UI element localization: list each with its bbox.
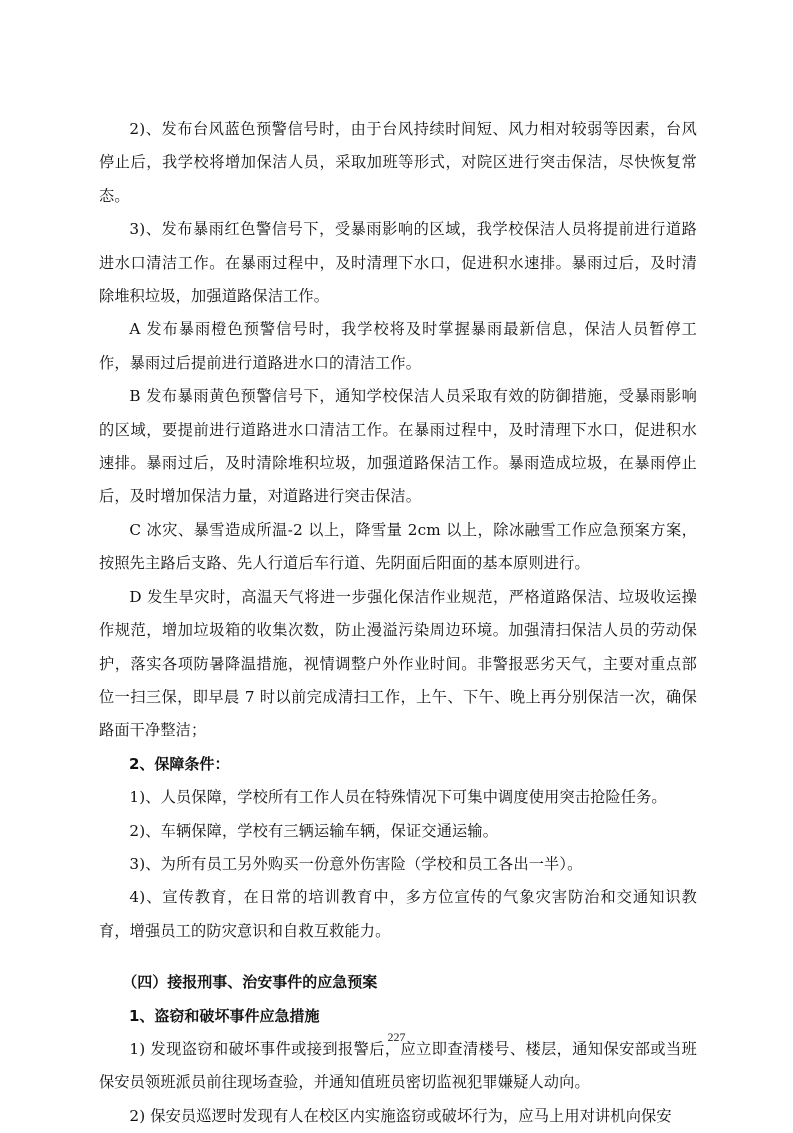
paragraph-personnel-support: 1)、人员保障，学校所有工作人员在特殊情况下可集中调度使用突击抢险任务。 xyxy=(129,788,667,807)
paragraph-drought: D 发生旱灾时，高温天气将进一步强化保洁作业规范，严格道路保洁、垃圾收运操作规范，增加垃圾箱的收集次数，防止漫溢污染周边环境。加强清扫保洁人员的劳动保护，落实各项防暑降温措施，视情调整户外作业时间。非警报恶劣天气，主要对重点部位一扫三保，即早晨 7 时以前完成清扫工作，上午、下午、晚上再分别保洁一次，确保路面干净整洁； xyxy=(99,587,697,740)
paragraph-ice-snow: C 冰灾、暴雪造成所温-2 以上，降雪量 2cm 以上，除冰融雪工作应急预案方案，按照先主路后支路、先人行道后车行道、先阴面后阳面的基本原则进行。 xyxy=(99,520,697,573)
page-content xyxy=(99,113,697,1133)
paragraph-rainstorm-orange: A 发布暴雨橙色预警信号时，我学校将及时掌握暴雨最新信息，保洁人员暂停工作，暴雨过后提前进行道路进水口的清洁工作。 xyxy=(99,320,697,372)
section-heading-criminal-events: （四）接报刑事、治安事件的应急预案 xyxy=(122,973,378,992)
heading-support-conditions: 2、保障条件： xyxy=(129,754,230,773)
paragraph-publicity-education: 4)、宣传教育，在日常的培训教育中，多方位宣传的气象灾害防治和交通知识教育，增强员工的防灾意识和自救互救能力。 xyxy=(99,888,697,940)
paragraph-theft-report: 1) 发现盗窃和破坏事件或接到报警后，应立即查清楼号、楼层，通知保安部或当班保安员领班派员前往现场查验，并通知值班员密切监视犯罪嫌疑人动向。 xyxy=(99,1039,697,1092)
paragraph-patrol-discovery: 2) 保安员巡逻时发现有人在校区内实施盗窃或破坏行为，应马上用对讲机向保安 xyxy=(129,1106,672,1125)
paragraph-typhoon-blue: 2)、发布台风蓝色预警信号时，由于台风持续时间短、风力相对较弱等因素，台风停止后，我学校将增加保洁人员，采取加班等形式，对院区进行突击保洁，尽快恢复常态。 xyxy=(99,120,697,205)
paragraph-rainstorm-red: 3)、发布暴雨红色警信号下，受暴雨影响的区域，我学校保洁人员将提前进行道路进水口清洁工作。在暴雨过程中，及时清理下水口，促进积水速排。暴雨过后，及时清除堆积垃圾，加强道路保洁工作。 xyxy=(99,220,697,306)
paragraph-insurance: 3)、为所有员工另外购买一份意外伤害险（学校和员工各出一半）。 xyxy=(129,854,583,873)
paragraph-rainstorm-yellow: B 发布暴雨黄色预警信号下，通知学校保洁人员采取有效的防御措施，受暴雨影响的区域，要提前进行道路进水口清洁工作。在暴雨过程中，及时清理下水口，促进积水速排。暴雨过后，及时清除堆积垃圾，加强道路保洁工作。暴雨造成垃圾，在暴雨停止后，及时增加保洁力量，对道路进行突击保洁。 xyxy=(99,387,697,506)
paragraph-vehicle-support: 2)、车辆保障，学校有三辆运输车辆，保证交通运输。 xyxy=(129,821,499,840)
page-number: 227 xyxy=(387,1030,406,1044)
heading-theft-measures: 1、盗窃和破坏事件应急措施 xyxy=(129,1006,320,1025)
